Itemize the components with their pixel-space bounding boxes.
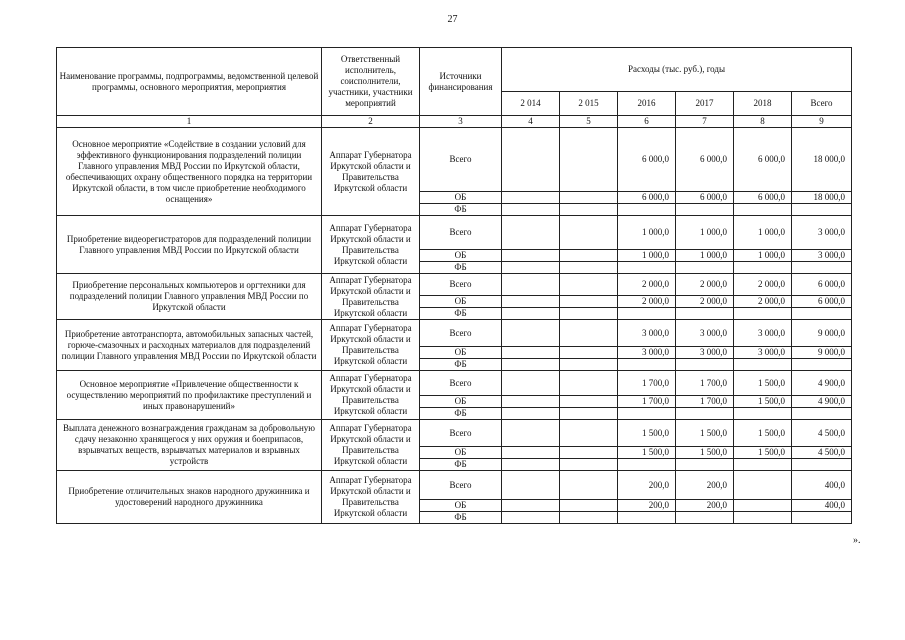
- year-value: [560, 308, 618, 320]
- year-value: 1 000,0: [734, 216, 792, 250]
- year-value: 200,0: [676, 471, 734, 500]
- total-value: 4 900,0: [792, 371, 852, 396]
- year-value: [734, 512, 792, 524]
- table-row: [57, 371, 852, 396]
- year-value: [560, 471, 618, 500]
- responsible-executor: Аппарат Губернатора Иркутской области и Правительства Иркутской области: [322, 128, 420, 216]
- funding-source: Всего: [420, 274, 502, 296]
- year-value: 1 500,0: [734, 447, 792, 459]
- total-value: [792, 408, 852, 420]
- year-value: [502, 296, 560, 308]
- year-value: 1 500,0: [734, 420, 792, 447]
- year-value: [560, 420, 618, 447]
- total-value: [792, 204, 852, 216]
- responsible-executor: Аппарат Губернатора Иркутской области и Правительства Иркутской области: [322, 320, 420, 371]
- funding-source: ОБ: [420, 296, 502, 308]
- year-value: [560, 128, 618, 192]
- year-value: 6 000,0: [618, 128, 676, 192]
- total-value: 4 900,0: [792, 396, 852, 408]
- total-value: 6 000,0: [792, 274, 852, 296]
- col-number: 2: [322, 116, 420, 128]
- year-value: [502, 396, 560, 408]
- year-value: 2 000,0: [618, 274, 676, 296]
- year-value: 1 000,0: [676, 216, 734, 250]
- activity-name: Приобретение автотранспорта, автомобильных запасных частей, горюче-смазочных и расходных материалов для подразделений полиции Главного управления МВД России по Иркутской области: [57, 320, 322, 371]
- header-total: Всего: [792, 92, 852, 116]
- responsible-executor: Аппарат Губернатора Иркутской области и Правительства Иркутской области: [322, 371, 420, 420]
- activity-name: Основное мероприятие «Привлечение общественности к осуществлению мероприятий по профилактике преступлений и иных правонарушений»: [57, 371, 322, 420]
- year-value: [560, 408, 618, 420]
- table-row: [57, 320, 852, 347]
- year-value: [618, 408, 676, 420]
- col-number: 1: [57, 116, 322, 128]
- activity-name: Приобретение отличительных знаков народного дружинника и удостоверений народного дружинника: [57, 471, 322, 524]
- year-value: [676, 459, 734, 471]
- year-value: [734, 471, 792, 500]
- year-value: [734, 408, 792, 420]
- total-value: 3 000,0: [792, 216, 852, 250]
- year-value: 200,0: [676, 500, 734, 512]
- col-number: 7: [676, 116, 734, 128]
- year-value: [676, 204, 734, 216]
- year-value: 1 500,0: [734, 371, 792, 396]
- year-value: [560, 447, 618, 459]
- table-row: [57, 420, 852, 447]
- year-value: 6 000,0: [618, 192, 676, 204]
- funding-source: Всего: [420, 420, 502, 447]
- funding-source: Всего: [420, 216, 502, 250]
- year-value: [560, 274, 618, 296]
- year-value: 200,0: [618, 500, 676, 512]
- closing-mark: ».: [853, 535, 861, 546]
- year-value: [560, 347, 618, 359]
- year-value: 1 500,0: [618, 420, 676, 447]
- activity-name: Выплата денежного вознаграждения гражданам за добровольную сдачу незаконно хранящегося у них оружия и боеприпасов, взрывчатых веществ, взрывчатых материалов и взрывных устройств: [57, 420, 322, 471]
- total-value: 18 000,0: [792, 128, 852, 192]
- year-value: [676, 512, 734, 524]
- year-value: [502, 500, 560, 512]
- total-value: 4 500,0: [792, 447, 852, 459]
- year-value: [734, 359, 792, 371]
- year-value: 1 000,0: [676, 250, 734, 262]
- table-row: [57, 128, 852, 192]
- total-value: 400,0: [792, 500, 852, 512]
- col-number: 8: [734, 116, 792, 128]
- header-year: 2017: [676, 92, 734, 116]
- year-value: [676, 308, 734, 320]
- year-value: [502, 512, 560, 524]
- year-value: [560, 320, 618, 347]
- year-value: 2 000,0: [676, 296, 734, 308]
- year-value: [560, 396, 618, 408]
- year-value: [734, 204, 792, 216]
- total-value: 18 000,0: [792, 192, 852, 204]
- year-value: 1 700,0: [676, 396, 734, 408]
- total-value: 9 000,0: [792, 347, 852, 359]
- year-value: 3 000,0: [618, 320, 676, 347]
- header-name: Наименование программы, подпрограммы, ведомственной целевой программы, основного мероприятия, мероприятия: [57, 48, 322, 116]
- funding-source: ФБ: [420, 408, 502, 420]
- funding-source: ФБ: [420, 459, 502, 471]
- header-year: 2 014: [502, 92, 560, 116]
- year-value: [734, 308, 792, 320]
- year-value: [676, 359, 734, 371]
- year-value: 1 500,0: [734, 396, 792, 408]
- year-value: [502, 420, 560, 447]
- col-number: 3: [420, 116, 502, 128]
- funding-source: ОБ: [420, 347, 502, 359]
- year-value: [502, 371, 560, 396]
- header-year: 2018: [734, 92, 792, 116]
- year-value: [560, 500, 618, 512]
- year-value: 1 700,0: [618, 396, 676, 408]
- funding-source: ОБ: [420, 500, 502, 512]
- year-value: [618, 459, 676, 471]
- year-value: 1 500,0: [676, 447, 734, 459]
- funding-source: ОБ: [420, 192, 502, 204]
- funding-source: ФБ: [420, 308, 502, 320]
- responsible-executor: Аппарат Губернатора Иркутской области и Правительства Иркутской области: [322, 420, 420, 471]
- table-row: [57, 471, 852, 500]
- year-value: [618, 204, 676, 216]
- year-value: [676, 408, 734, 420]
- total-value: [792, 459, 852, 471]
- year-value: 2 000,0: [734, 296, 792, 308]
- year-value: 2 000,0: [734, 274, 792, 296]
- funding-source: ОБ: [420, 250, 502, 262]
- year-value: 3 000,0: [676, 320, 734, 347]
- year-value: [734, 262, 792, 274]
- year-value: [560, 204, 618, 216]
- year-value: [502, 359, 560, 371]
- year-value: [502, 262, 560, 274]
- year-value: [560, 250, 618, 262]
- year-value: [560, 359, 618, 371]
- year-value: 1 000,0: [618, 216, 676, 250]
- funding-source: Всего: [420, 371, 502, 396]
- year-value: [502, 274, 560, 296]
- year-value: [560, 296, 618, 308]
- total-value: 4 500,0: [792, 420, 852, 447]
- responsible-executor: Аппарат Губернатора Иркутской области и Правительства Иркутской области: [322, 471, 420, 524]
- activity-name: Приобретение персональных компьютеров и оргтехники для подразделений полиции Главного управления МВД России по Иркутской области: [57, 274, 322, 320]
- total-value: [792, 512, 852, 524]
- year-value: [502, 459, 560, 471]
- year-value: [734, 459, 792, 471]
- year-value: [618, 262, 676, 274]
- col-number: 6: [618, 116, 676, 128]
- header-year: 2016: [618, 92, 676, 116]
- year-value: [502, 347, 560, 359]
- year-value: 200,0: [618, 471, 676, 500]
- header-year: 2 015: [560, 92, 618, 116]
- activity-name: Основное мероприятие «Содействие в создании условий для эффективного функционирования подразделений полиции Главного управления МВД России по Иркутской области, обеспечивающих охрану общественного порядка на территории Иркутской области, в том числе приобретение необходимого оснащения»: [57, 128, 322, 216]
- responsible-executor: Аппарат Губернатора Иркутской области и Правительства Иркутской области: [322, 216, 420, 274]
- year-value: [502, 128, 560, 192]
- year-value: 1 700,0: [618, 371, 676, 396]
- col-number: 5: [560, 116, 618, 128]
- table-row: [57, 274, 852, 296]
- table-row: [57, 216, 852, 250]
- funding-source: Всего: [420, 320, 502, 347]
- year-value: [502, 471, 560, 500]
- header-executor: Ответственный исполнитель, соисполнители, участники, участники мероприятий: [322, 48, 420, 116]
- year-value: 2 000,0: [618, 296, 676, 308]
- year-value: [560, 216, 618, 250]
- total-value: 400,0: [792, 471, 852, 500]
- year-value: 1 000,0: [734, 250, 792, 262]
- year-value: [560, 192, 618, 204]
- year-value: [502, 308, 560, 320]
- year-value: 3 000,0: [676, 347, 734, 359]
- total-value: 3 000,0: [792, 250, 852, 262]
- year-value: 6 000,0: [676, 192, 734, 204]
- funding-source: ОБ: [420, 447, 502, 459]
- year-value: 1 500,0: [676, 420, 734, 447]
- year-value: 6 000,0: [676, 128, 734, 192]
- year-value: [618, 359, 676, 371]
- year-value: [560, 262, 618, 274]
- year-value: 2 000,0: [676, 274, 734, 296]
- year-value: 3 000,0: [618, 347, 676, 359]
- col-number: 4: [502, 116, 560, 128]
- funding-source: ФБ: [420, 359, 502, 371]
- responsible-executor: Аппарат Губернатора Иркутской области и Правительства Иркутской области: [322, 274, 420, 320]
- year-value: [502, 250, 560, 262]
- year-value: 1 500,0: [618, 447, 676, 459]
- funding-source: ФБ: [420, 512, 502, 524]
- year-value: [734, 500, 792, 512]
- page-number: 27: [447, 14, 458, 25]
- year-value: [618, 512, 676, 524]
- activity-name: Приобретение видеорегистраторов для подразделений полиции Главного управления МВД России по Иркутской области: [57, 216, 322, 274]
- year-value: [502, 320, 560, 347]
- year-value: 3 000,0: [734, 320, 792, 347]
- year-value: [502, 216, 560, 250]
- total-value: 6 000,0: [792, 296, 852, 308]
- year-value: [618, 308, 676, 320]
- year-value: 6 000,0: [734, 192, 792, 204]
- year-value: [560, 459, 618, 471]
- year-value: [502, 447, 560, 459]
- year-value: 1 000,0: [618, 250, 676, 262]
- total-value: [792, 262, 852, 274]
- funding-source: ФБ: [420, 262, 502, 274]
- year-value: [502, 192, 560, 204]
- total-value: [792, 308, 852, 320]
- funding-source: Всего: [420, 471, 502, 500]
- total-value: 9 000,0: [792, 320, 852, 347]
- year-value: 3 000,0: [734, 347, 792, 359]
- funding-source: Всего: [420, 128, 502, 192]
- year-value: [502, 204, 560, 216]
- year-value: [560, 371, 618, 396]
- col-number: 9: [792, 116, 852, 128]
- year-value: [560, 512, 618, 524]
- header-expenses: Расходы (тыс. руб.), годы: [502, 48, 852, 92]
- budget-table: [56, 47, 852, 524]
- funding-source: ОБ: [420, 396, 502, 408]
- funding-source: ФБ: [420, 204, 502, 216]
- year-value: [502, 408, 560, 420]
- year-value: 6 000,0: [734, 128, 792, 192]
- year-value: [676, 262, 734, 274]
- header-source: Источники финансирования: [420, 48, 502, 116]
- year-value: 1 700,0: [676, 371, 734, 396]
- total-value: [792, 359, 852, 371]
